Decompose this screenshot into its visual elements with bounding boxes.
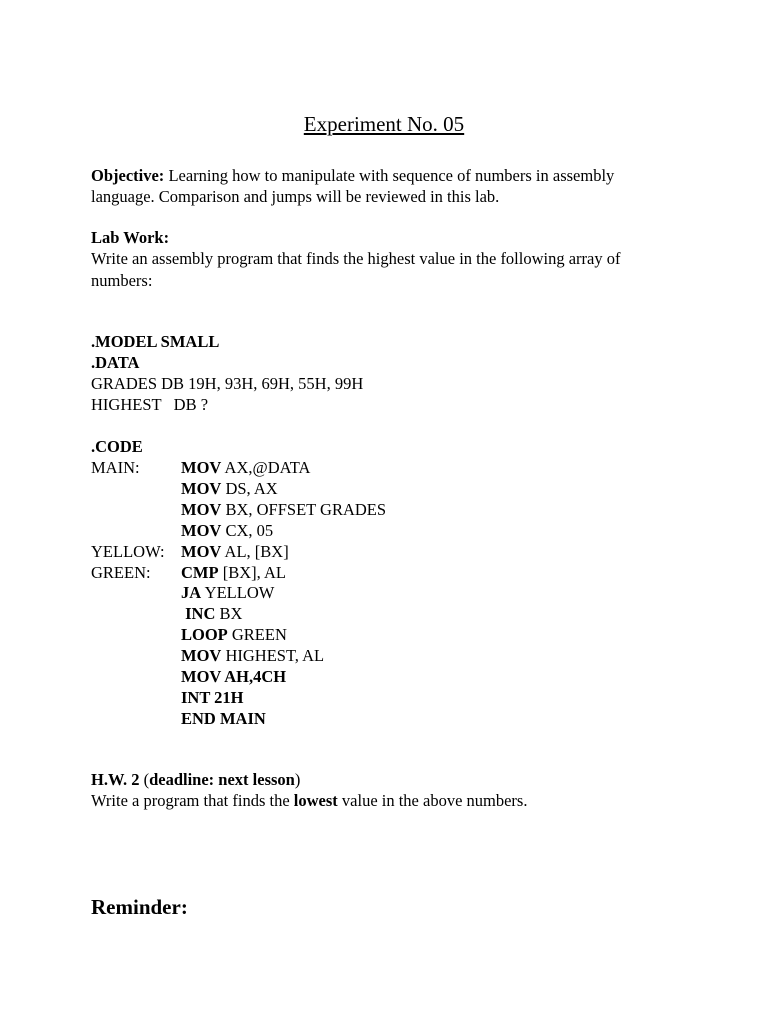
code-operands: CX, 05 <box>221 520 274 540</box>
homework-text-pre: Write a program that finds the <box>91 791 294 810</box>
code-operands: GREEN <box>227 625 287 645</box>
code-line <box>91 562 491 583</box>
code-line <box>91 541 491 562</box>
code-operands: AL, [BX] <box>221 541 289 561</box>
code-data-directive: .DATA <box>91 353 140 372</box>
code-opcode: MOV AH,4CH <box>181 667 287 686</box>
code-highest-declaration: HIGHEST DB ? <box>91 395 209 414</box>
code-instruction <box>181 687 244 708</box>
code-line <box>91 582 491 603</box>
homework-paren-open: ( <box>139 770 150 789</box>
homework-text <box>91 790 527 811</box>
code-opcode: INC <box>181 604 216 624</box>
code-line <box>91 708 491 729</box>
lab-work-text-2: numbers: <box>91 271 153 290</box>
code-opcode: JA <box>181 583 202 603</box>
code-opcode: MOV <box>181 499 222 519</box>
code-instruction <box>181 666 286 687</box>
code-operands: DS, AX <box>221 478 278 498</box>
lab-work-text-1: Write an assembly program that finds the highest value in the following array of <box>91 249 621 268</box>
code-operands: [BX], AL <box>218 562 286 582</box>
code-line <box>91 457 491 478</box>
objective-label: Objective: <box>91 166 165 185</box>
homework-text-emphasis: lowest <box>293 791 338 810</box>
code-line <box>91 478 491 499</box>
code-instruction <box>181 499 386 520</box>
code-line <box>91 603 491 624</box>
code-instruction <box>181 645 324 666</box>
code-opcode: END MAIN <box>181 708 266 728</box>
reminder-heading: Reminder: <box>91 895 188 919</box>
homework-deadline: deadline: next lesson <box>149 770 295 789</box>
code-code-directive: .CODE <box>91 437 143 456</box>
code-model-directive: .MODEL SMALL <box>91 332 220 351</box>
code-label: MAIN: <box>91 458 140 477</box>
homework-paren-close: ) <box>294 770 301 789</box>
code-line <box>91 624 491 645</box>
code-opcode: MOV <box>181 541 222 561</box>
code-instruction <box>181 603 242 624</box>
code-grades-declaration: GRADES DB 19H, 93H, 69H, 55H, 99H <box>91 374 364 393</box>
objective-text-2: language. Comparison and jumps will be reviewed in this lab. <box>91 187 500 206</box>
code-opcode: MOV <box>181 646 222 666</box>
lab-work-label: Lab Work: <box>91 228 170 247</box>
objective-line-2 <box>91 186 499 207</box>
homework-text-post: value in the above numbers. <box>337 791 528 810</box>
code-operands: BX <box>215 604 243 624</box>
code-instruction <box>181 624 287 645</box>
code-instruction <box>181 562 286 583</box>
code-opcode: MOV <box>181 520 222 540</box>
code-label: YELLOW: <box>91 541 165 561</box>
code-line <box>91 687 491 708</box>
code-operands: AX,@DATA <box>221 458 311 477</box>
code-line <box>91 520 491 541</box>
code-operands: BX, OFFSET GRADES <box>221 499 387 519</box>
code-instruction <box>181 708 266 729</box>
code-line <box>91 645 491 666</box>
code-opcode: CMP <box>181 562 219 582</box>
objective-text-1: Learning how to manipulate with sequence of numbers in assembly <box>168 166 615 185</box>
code-instruction <box>181 478 278 499</box>
homework-heading <box>91 769 300 790</box>
code-opcode: MOV <box>181 478 222 498</box>
code-operands: YELLOW <box>201 583 275 603</box>
code-opcode: INT 21H <box>181 687 244 707</box>
code-label: GREEN: <box>91 562 151 582</box>
homework-label: H.W. 2 <box>91 770 140 789</box>
code-line <box>91 666 491 687</box>
code-opcode: LOOP <box>181 625 228 645</box>
code-opcode: MOV <box>181 458 222 477</box>
code-operands: HIGHEST, AL <box>221 646 325 666</box>
code-line <box>91 499 491 520</box>
objective-line-1 <box>91 165 614 186</box>
code-instruction <box>181 541 289 562</box>
code-instruction <box>181 582 274 603</box>
code-instruction <box>181 520 273 541</box>
code-instruction <box>181 457 310 478</box>
page-title: Experiment No. 05 <box>303 112 465 136</box>
